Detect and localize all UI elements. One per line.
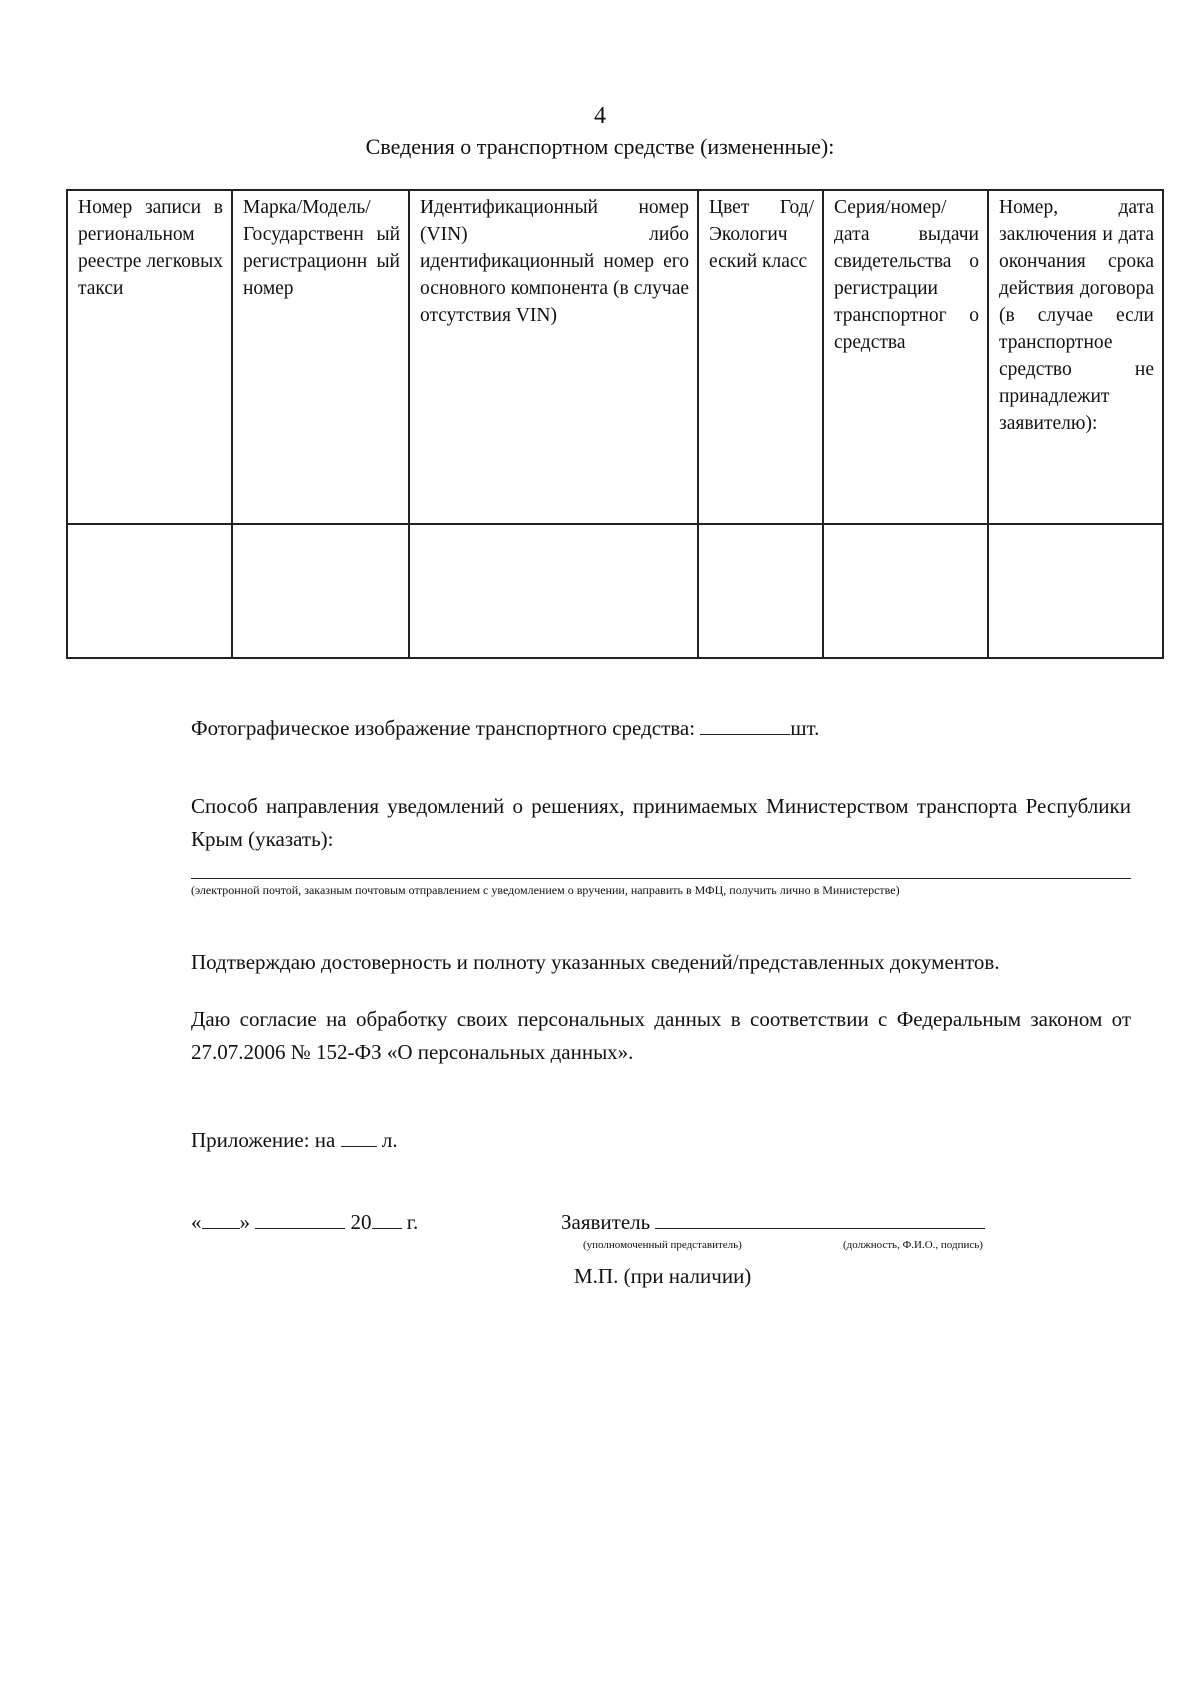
applicant-hint-right: (должность, Ф.И.О., подпись) xyxy=(843,1239,983,1251)
attachment-prefix: Приложение: на xyxy=(191,1128,336,1152)
header-cell-registry-number: Номер записи в региональном реестре легковых такси xyxy=(67,190,232,524)
photo-count-field[interactable] xyxy=(700,716,790,735)
date-year-suffix: г. xyxy=(406,1210,419,1234)
table-cell[interactable] xyxy=(409,524,698,658)
applicant-hint-left: (уполномоченный представитель) xyxy=(583,1239,742,1251)
applicant-label: Заявитель xyxy=(561,1210,651,1234)
attachment-suffix: л. xyxy=(381,1128,398,1152)
table-cell[interactable] xyxy=(67,524,232,658)
date-line xyxy=(191,1206,491,1239)
confirmation-text: Подтверждаю достоверность и полноту указанных сведений/представленных документов. xyxy=(191,950,1000,974)
date-month-field[interactable] xyxy=(255,1210,345,1229)
notification-method-field[interactable] xyxy=(191,878,1131,879)
stamp-note: М.П. (при наличии) xyxy=(574,1264,752,1288)
header-cell-vin: Идентификационный номер (VIN) либо идентификационный номер его основного компонента (в случае отсутствия VIN) xyxy=(409,190,698,524)
consent-text: Даю согласие на обработку своих персональных данных в соответствии с Федеральным законом от 27.07.2006 № 152-ФЗ «О персональных данных». xyxy=(191,1007,1131,1064)
table-cell[interactable] xyxy=(232,524,409,658)
applicant-line xyxy=(561,1206,1061,1239)
photo-label: Фотографическое изображение транспортного средства: xyxy=(191,716,696,740)
notification-text: Способ направления уведомлений о решениях, принимаемых Министерством транспорта Республики Крым (указать): xyxy=(191,794,1131,851)
photo-unit: шт. xyxy=(790,716,820,740)
header-cell-certificate: Серия/номер/ дата выдачи свидетельства о регистрации транспортног о средства xyxy=(823,190,988,524)
header-cell-contract: Номер, дата заключения и дата окончания срока действия договора (в случае если транспортное средство не принадлежит заявителю): xyxy=(988,190,1163,524)
date-day-field[interactable] xyxy=(202,1210,240,1229)
page-number: 4 xyxy=(594,103,606,129)
attachment-line xyxy=(191,1124,1131,1157)
date-open-quote: « xyxy=(191,1210,202,1234)
table-title: Сведения о транспортном средстве (измененные): xyxy=(365,134,835,159)
date-year-prefix: 20 xyxy=(350,1210,372,1234)
header-cell-make-model: Марка/Модель/ Государственн ый регистрационн ый номер xyxy=(232,190,409,524)
header-cell-color-year: Цвет Год/ Экологич еский класс xyxy=(698,190,823,524)
table-header-row xyxy=(67,190,1163,524)
applicant-signature-field[interactable] xyxy=(655,1210,985,1229)
date-close-quote: » xyxy=(239,1210,250,1234)
date-year-field[interactable] xyxy=(372,1210,402,1229)
vehicle-table xyxy=(66,189,1164,659)
notification-hint: (электронной почтой, заказным почтовым отправлением с уведомлением о вручении, направить в МФЦ, получить лично в Министерстве) xyxy=(191,883,900,897)
table-cell[interactable] xyxy=(988,524,1163,658)
table-row xyxy=(67,524,1163,658)
table-cell[interactable] xyxy=(698,524,823,658)
photo-line xyxy=(191,712,1131,745)
attachment-pages-field[interactable] xyxy=(341,1128,377,1147)
table-cell[interactable] xyxy=(823,524,988,658)
